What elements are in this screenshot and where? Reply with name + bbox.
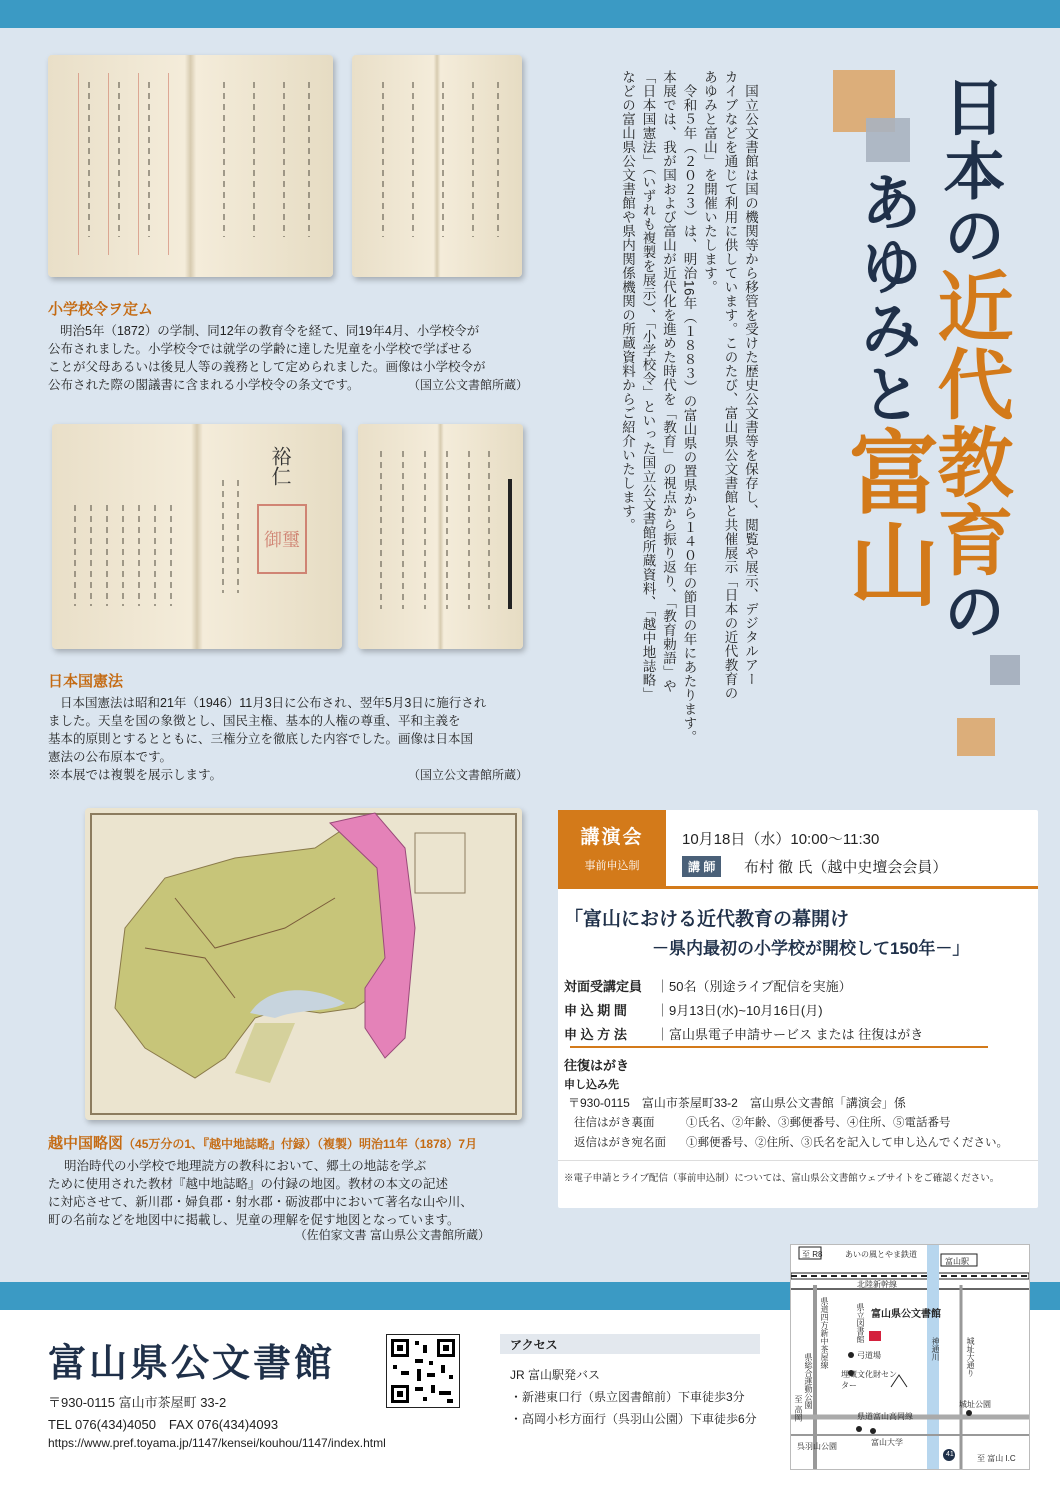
imperial-seal: 御璽 xyxy=(257,504,307,574)
intro-line7: などの富山県公文書館や県内関係機関の所蔵資料からご紹介いたします。 xyxy=(620,70,635,532)
item3-title-sub: （45万分の1、『越中地誌略』付録）（複製）明治11年（1878）7月 xyxy=(123,1137,478,1151)
lecture-note-rule xyxy=(558,1160,1038,1161)
item3-line3: に対応させて、新川郡・婦負郡・射水郡・砺波郡中において著名な山や川、 xyxy=(48,1195,473,1209)
access-map xyxy=(790,1244,1030,1470)
map-library: 県立図書館 xyxy=(856,1303,865,1343)
lecture-badge-label: 講演会 xyxy=(580,827,644,848)
item3-body xyxy=(48,1157,528,1229)
item3-source: （佐伯家文書 富山県公文書館所蔵） xyxy=(294,1228,490,1242)
title-no: の xyxy=(934,579,1003,643)
speaker-tag: 講 師 xyxy=(682,856,721,877)
lecture-title: 「富山における近代教育の幕開け xyxy=(564,909,850,930)
intro-line3: あゆみと富山」を開催いたします。 xyxy=(702,70,717,294)
footer-tel: TEL 076(434)4050 FAX 076(434)4093 xyxy=(48,1417,279,1432)
outgoing-row xyxy=(574,1114,951,1130)
item2-line4: 憲法の公布原本です。 xyxy=(48,750,173,764)
item1-title: 小学校令ヲ定ム xyxy=(48,301,154,318)
detail-capacity-label: 対面受講定員 xyxy=(564,979,643,994)
map-toyama-ic: 至 富山 I.C xyxy=(977,1454,1016,1463)
dest-address: 〒930-0115 富山市茶屋町33-2 富山県公文書館「講演会」係 xyxy=(568,1096,906,1110)
outgoing-value: ①氏名、②年齢、③郵便番号、④住所、⑤電話番号 xyxy=(686,1117,951,1129)
access-line1: JR 富山駅発バス xyxy=(510,1368,601,1382)
access-line2: ・新港東口行（県立図書館前）下車徒歩3分 xyxy=(510,1390,745,1404)
detail-period-value: ｜9月13日(水)~10月16日(月) xyxy=(656,1003,823,1018)
dest-label: 申し込み先 xyxy=(564,1079,619,1091)
map-jinzu: 神通川 xyxy=(931,1337,940,1361)
map-shinkansen: 北陸新幹線 xyxy=(857,1280,897,1289)
detail-method xyxy=(564,1024,923,1043)
lecture-datetime: 10月18日（水）10:00～11:30 xyxy=(682,831,880,848)
intro-line2: カイブなどを通じて利用に供しています。このたび、富山県公文書館と共催展示「日本の近代教育の xyxy=(722,70,738,700)
intro-line5: 本展では、我が国および富山が近代化を進めた時代を「教育」の視点から振り返り、「教育勅語」や xyxy=(661,70,676,694)
deco-square-3 xyxy=(990,655,1020,685)
detail-method-value: ｜富山県電子申請サービス または 往復はがき xyxy=(656,1027,924,1042)
map-archives: 富山県公文書館 xyxy=(871,1309,941,1320)
footer-url[interactable]: https://www.pref.toyama.jp/1147/kensei/kouhou/1147/index.html xyxy=(48,1436,386,1450)
lecture-badge-sub: 事前申込制 xyxy=(584,860,640,872)
item3-line2: ために使用された教材『越中地誌略』の付録の地図。教材の本文の記述 xyxy=(48,1177,449,1191)
item1-line1: 明治5年（1872）の学制、同12年の教育令を経て、同19年4月、小学校令が xyxy=(60,324,480,338)
detail-period-label: 申 込 期 間 xyxy=(564,1003,627,1018)
item1-line4: 公布された際の閣議書に含まれる小学校令の条文です。 xyxy=(48,378,360,392)
lecture-speaker: 布村 徹 氏（越中史壇会会員） xyxy=(744,859,948,876)
map-univ: 富山大学 xyxy=(871,1438,903,1447)
item3-title-main: 越中国略図 xyxy=(48,1135,124,1152)
access-label: アクセス xyxy=(500,1334,760,1354)
item1-line3: ことが父母あるいは後見人等の義務として定められました。画像は小学校令が xyxy=(48,360,486,374)
qr-code[interactable] xyxy=(386,1334,460,1408)
detail-period xyxy=(564,1000,823,1019)
item1-source: （国立公文書館所蔵） xyxy=(407,378,528,392)
map-castle-park: 城址公園 xyxy=(959,1400,991,1409)
item2-source: （国立公文書館所蔵） xyxy=(407,768,528,782)
constitution-photo-page2 xyxy=(358,424,523,649)
footer-address: 〒930-0115 富山市茶屋町 33-2 xyxy=(48,1395,227,1410)
main-title-col2 xyxy=(835,170,935,610)
reply-label: 返信はがき宛名面 xyxy=(574,1137,666,1149)
title-ayumito: あゆみと xyxy=(851,170,920,426)
map-castle-ave: 城址大通り xyxy=(966,1337,975,1377)
map-railway: あいの風とやま鉄道 xyxy=(845,1250,917,1259)
item3-line4: 町の名前などを地図中に掲載し、児童の理解を促す地図となっています。 xyxy=(48,1213,460,1227)
top-band xyxy=(0,0,1060,28)
title-kindaikyoiku: 近代教育 xyxy=(926,267,1011,579)
map-road-west: 県道四方新中茶屋線 xyxy=(820,1297,829,1369)
constitution-photo xyxy=(52,424,342,649)
reply-value: ①郵便番号、②住所、③氏名を記入して申し込んでください。 xyxy=(686,1137,1008,1149)
outgoing-label: 往信はがき裏面 xyxy=(574,1117,655,1129)
map-buried: 埋蔵文化財センター xyxy=(841,1370,897,1390)
postcard-heading: 往復はがき xyxy=(564,1058,630,1073)
lecture-rule xyxy=(558,886,1038,889)
intro-text xyxy=(617,70,761,790)
item3-line1: 明治時代の小学校で地理読方の教科において、郷土の地誌を学ぶ xyxy=(64,1159,427,1173)
title-nihonno: 日本の xyxy=(934,75,1003,267)
item2-line3: 基本的原則とするとともに、三権分立を徹底した内容でした。画像は日本国 xyxy=(48,732,474,746)
lecture-panel xyxy=(558,810,1038,1208)
lecture-subtitle: －県内最初の小学校が開校して150年－」 xyxy=(652,939,970,958)
footer-org-name: 富山県公文書館 xyxy=(48,1343,336,1385)
map-station: 富山駅 xyxy=(945,1257,969,1266)
intro-line1: 国立公文書館は国の機関等から移管を受けた歴史公文書等を保存し、閲覧や展示、デジタルアー xyxy=(743,84,758,686)
map-kosugi: 至 高岡 xyxy=(794,1395,803,1422)
access-line3: ・高岡小杉方面行（呉羽山公園）下車徒歩6分 xyxy=(510,1412,757,1426)
map-archery: 弓道場 xyxy=(857,1351,881,1360)
map-to-r8: 至 R8 xyxy=(802,1250,823,1259)
shogakkorei-photo-page2 xyxy=(352,55,522,277)
reply-row xyxy=(574,1134,1008,1150)
map-sports: 県総合運動公園 xyxy=(804,1353,813,1409)
detail-capacity xyxy=(564,976,852,995)
detail-method-label: 申 込 方 法 xyxy=(564,1027,627,1042)
main-title-col1 xyxy=(926,75,1011,643)
item2-line5: ※本展では複製を展示します。 xyxy=(48,768,223,782)
lecture-note: ※電子申請とライブ配信（事前申込制）については、富山県公文書館ウェブサイトをご確認ください。 xyxy=(564,1173,1000,1184)
deco-square-2 xyxy=(866,118,910,162)
item2-line2: ました。天皇を国の象徴とし、国民主権、基本的人権の尊重、平和主義を xyxy=(48,714,461,728)
shogakkorei-photo xyxy=(48,55,333,277)
intro-line4: 令和５年（２０２３）は、明治16年（１８８３）の富山県の置県から１４０年の節目の年にあたります。 xyxy=(681,84,697,745)
item2-title: 日本国憲法 xyxy=(48,673,124,690)
title-toyama: 富山 xyxy=(835,426,935,610)
detail-capacity-value: ｜50名（別途ライブ配信を実施） xyxy=(656,979,852,994)
item1-line2: 公布されました。小学校令では就学の学齢に達した児童を小学校で学ばせる xyxy=(48,342,474,356)
item3-title xyxy=(48,1132,477,1153)
map-route41: 41 xyxy=(946,1451,954,1458)
lecture-divider xyxy=(570,1046,988,1048)
deco-square-4 xyxy=(957,718,995,756)
item2-line1: 日本国憲法は昭和21年（1946）11月3日に公布され、翌年5月3日に施行され xyxy=(60,696,487,710)
signature-hirohito: 裕仁 xyxy=(268,446,292,486)
lecture-badge xyxy=(558,810,666,886)
etchu-map-photo xyxy=(85,808,522,1120)
map-kurehayama: 呉羽山公園 xyxy=(797,1442,837,1451)
intro-line6: 「日本国憲法」（いずれも複製を展示）、「小学校令」といった国立公文書館所蔵資料、「越中地誌略」 xyxy=(640,70,656,701)
map-main-road: 県道富山高岡線 xyxy=(857,1412,913,1421)
